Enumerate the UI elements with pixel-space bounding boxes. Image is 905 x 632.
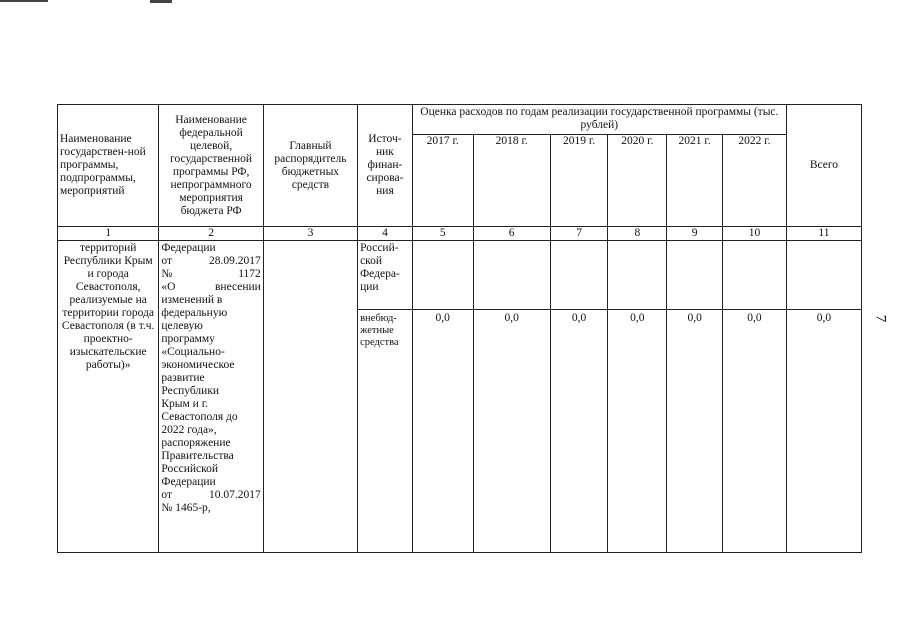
header-year: 2022 г. — [723, 135, 787, 227]
budget-manager-cell — [263, 241, 357, 553]
column-number: 4 — [358, 227, 413, 241]
column-number: 1 — [58, 227, 159, 241]
value-cell: 0,0 — [473, 310, 550, 553]
empty-cell — [473, 241, 550, 310]
col2-word: 28.09.2017 — [209, 255, 261, 267]
col2-word: № — [161, 268, 173, 280]
col2-word: от — [161, 489, 172, 501]
col2-text: изменений в федеральную целевую программу «Социально-экономическое развитие Республики Крым и г. Севастополя до 2022 года», распоряжение Правительства Российской Федерации — [161, 294, 238, 488]
value-cell: 0,0 — [723, 310, 787, 553]
header-year: 2021 г. — [667, 135, 723, 227]
header-budget-manager: Главный распорядитель бюджетных средств — [263, 105, 357, 227]
federal-program-description — [159, 241, 263, 553]
column-number: 9 — [667, 227, 723, 241]
column-number: 11 — [786, 227, 861, 241]
table-row — [58, 241, 862, 310]
col2-word: внесении — [215, 281, 261, 293]
col2-line: № 1465-р, — [161, 502, 211, 514]
header-year: 2020 г. — [608, 135, 667, 227]
column-number: 10 — [723, 227, 787, 241]
header-total: Всего — [786, 105, 861, 227]
col2-line: Федерации — [161, 242, 216, 254]
header-year: 2017 г. — [412, 135, 473, 227]
col2-word: от — [161, 255, 172, 267]
column-number: 3 — [263, 227, 357, 241]
value-cell: 0,0 — [550, 310, 608, 553]
empty-cell — [667, 241, 723, 310]
col2-line — [161, 268, 260, 281]
header-expense-estimate: Оценка расходов по годам реализации государственной программы (тыс. рублей) — [412, 105, 786, 135]
header-funding-source: Источ-ник финан-сирова-ния — [358, 105, 413, 227]
empty-cell — [723, 241, 787, 310]
column-number: 6 — [473, 227, 550, 241]
header-year: 2019 г. — [550, 135, 608, 227]
header-program-name: Наименование государствен-ной программы, подпрограммы, мероприятий — [58, 105, 159, 227]
scan-artifact — [150, 0, 172, 3]
col2-line — [161, 489, 260, 502]
column-number: 5 — [412, 227, 473, 241]
page-number: 7 — [872, 314, 889, 323]
col2-line — [161, 281, 260, 294]
column-number: 8 — [608, 227, 667, 241]
value-cell: 0,0 — [608, 310, 667, 553]
column-number-row — [58, 227, 862, 241]
value-cell: 0,0 — [412, 310, 473, 553]
empty-cell — [550, 241, 608, 310]
program-description: территорий Республики Крым и города Севастополя, реализуемые на территории города Севастополя (в т.ч. проектно-изыскательские работы)» — [58, 241, 159, 553]
value-cell: 0,0 — [667, 310, 723, 553]
empty-cell — [608, 241, 667, 310]
funding-source-extrabudgetary: внебюд-жетные средства — [358, 310, 413, 553]
value-cell: 0,0 — [786, 310, 861, 553]
scan-artifact — [0, 0, 48, 2]
column-number: 2 — [159, 227, 263, 241]
empty-cell — [786, 241, 861, 310]
column-number: 7 — [550, 227, 608, 241]
col2-word: 1172 — [238, 268, 261, 280]
budget-table — [57, 104, 862, 553]
funding-source-federal: Россий-ской Федера-ции — [358, 241, 413, 310]
header-year: 2018 г. — [473, 135, 550, 227]
header-federal-program: Наименование федеральной целевой, государственной программы РФ, непрограммного мероприятия бюджета РФ — [159, 105, 263, 227]
col2-line — [161, 255, 260, 268]
col2-word: 10.07.2017 — [209, 489, 261, 501]
col2-word: «О — [161, 281, 176, 293]
empty-cell — [412, 241, 473, 310]
